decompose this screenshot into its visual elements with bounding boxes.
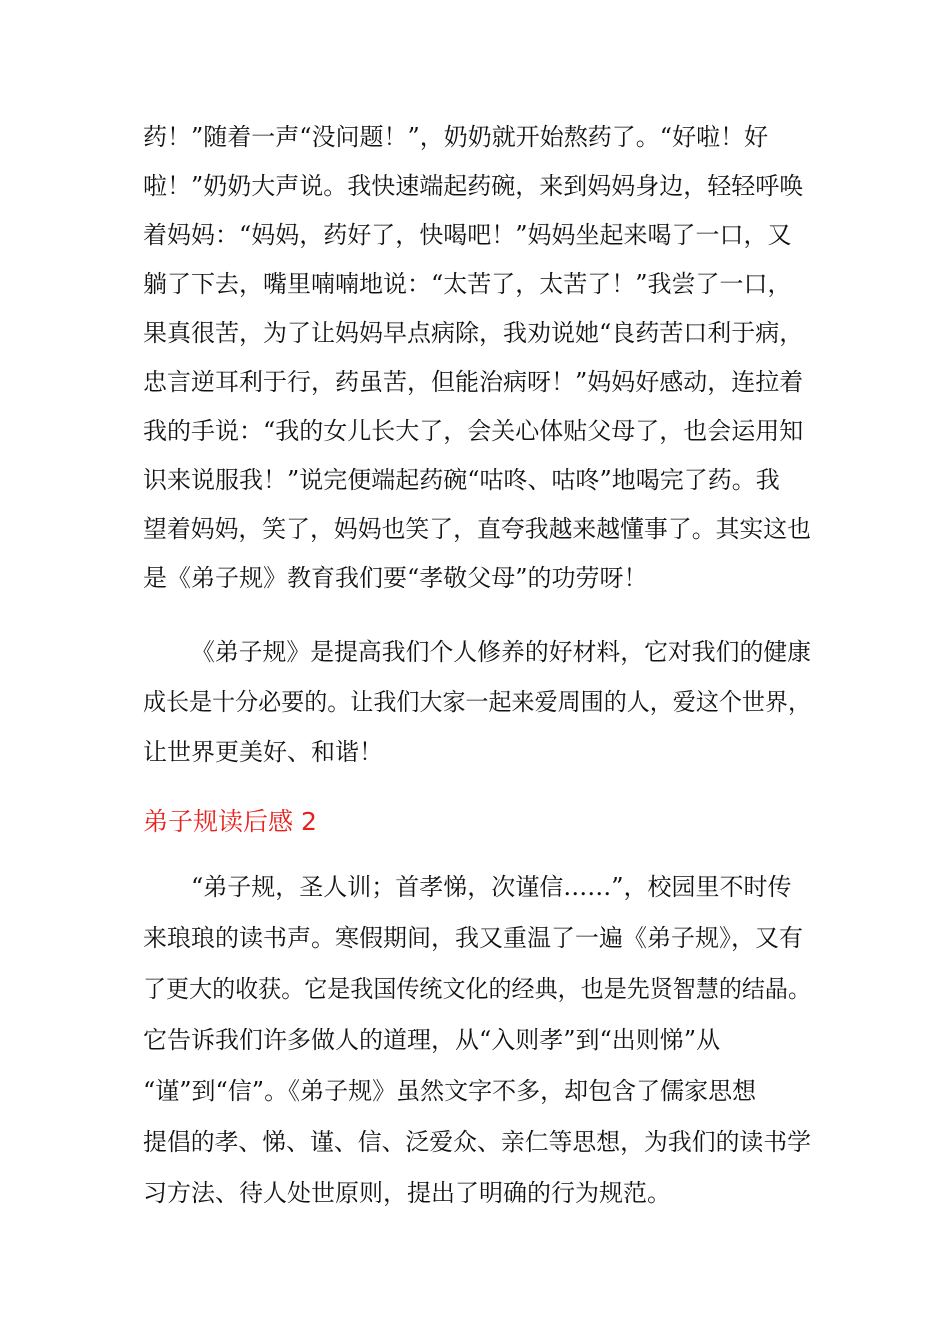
paragraph-line: 来琅琅的读书声。寒假期间，我又重温了一遍《弟子规》，又有 — [143, 924, 803, 952]
paragraph-line: 我的手说：“我的女儿长大了，会关心体贴父母了，也会运用知 — [143, 417, 804, 445]
paragraph-line: 它告诉我们许多做人的道理，从“入则孝”到“出则悌”从 — [143, 1026, 721, 1054]
paragraph-line: 着妈妈：“妈妈，药好了，快喝吧！”妈妈坐起来喝了一口，又 — [143, 221, 792, 249]
paragraph-line: 躺了下去，嘴里喃喃地说：“太苦了，太苦了！”我尝了一口， — [143, 270, 792, 298]
paragraph-line: 让世界更美好、和谐！ — [143, 738, 383, 766]
paragraph-line: 提倡的孝、悌、谨、信、泛爱众、亲仁等思想，为我们的读书学 — [143, 1128, 811, 1156]
paragraph-line: “弟子规，圣人训；首孝悌，次谨信……”，校园里不时传 — [191, 873, 792, 901]
paragraph-line: 果真很苦，为了让妈妈早点病除，我劝说她“良药苦口利于病， — [143, 319, 804, 347]
paragraph-line: 识来说服我！”说完便端起药碗“咕咚、咕咚”地喝完了药。我 — [143, 466, 780, 494]
paragraph-line: 望着妈妈，笑了，妈妈也笑了，直夸我越来越懂事了。其实这也 — [143, 515, 811, 543]
paragraph-line: 《弟子规》是提高我们个人修养的好材料，它对我们的健康 — [191, 638, 811, 666]
paragraph-line: 啦！”奶奶大声说。我快速端起药碗，来到妈妈身边，轻轻呼唤 — [143, 172, 804, 200]
paragraph-line: 是《弟子规》教育我们要“孝敬父母”的功劳呀！ — [143, 564, 648, 592]
paragraph-line: 习方法、待人处世原则，提出了明确的行为规范。 — [143, 1179, 671, 1207]
paragraph-line: “谨”到“信”。《弟子规》虽然文字不多，却包含了儒家思想 — [143, 1077, 757, 1105]
paragraph-line: 忠言逆耳利于行，药虽苦，但能治病呀！”妈妈好感动，连拉着 — [143, 368, 804, 396]
section-heading: 弟子规读后感 2 — [143, 807, 317, 836]
paragraph-line: 药！”随着一声“没问题！”，奶奶就开始熬药了。“好啦！好 — [143, 123, 769, 151]
paragraph-line: 成长是十分必要的。让我们大家一起来爱周围的人，爱这个世界， — [143, 688, 811, 716]
paragraph-line: 了更大的收获。它是我国传统文化的经典，也是先贤智慧的结晶。 — [143, 975, 811, 1003]
